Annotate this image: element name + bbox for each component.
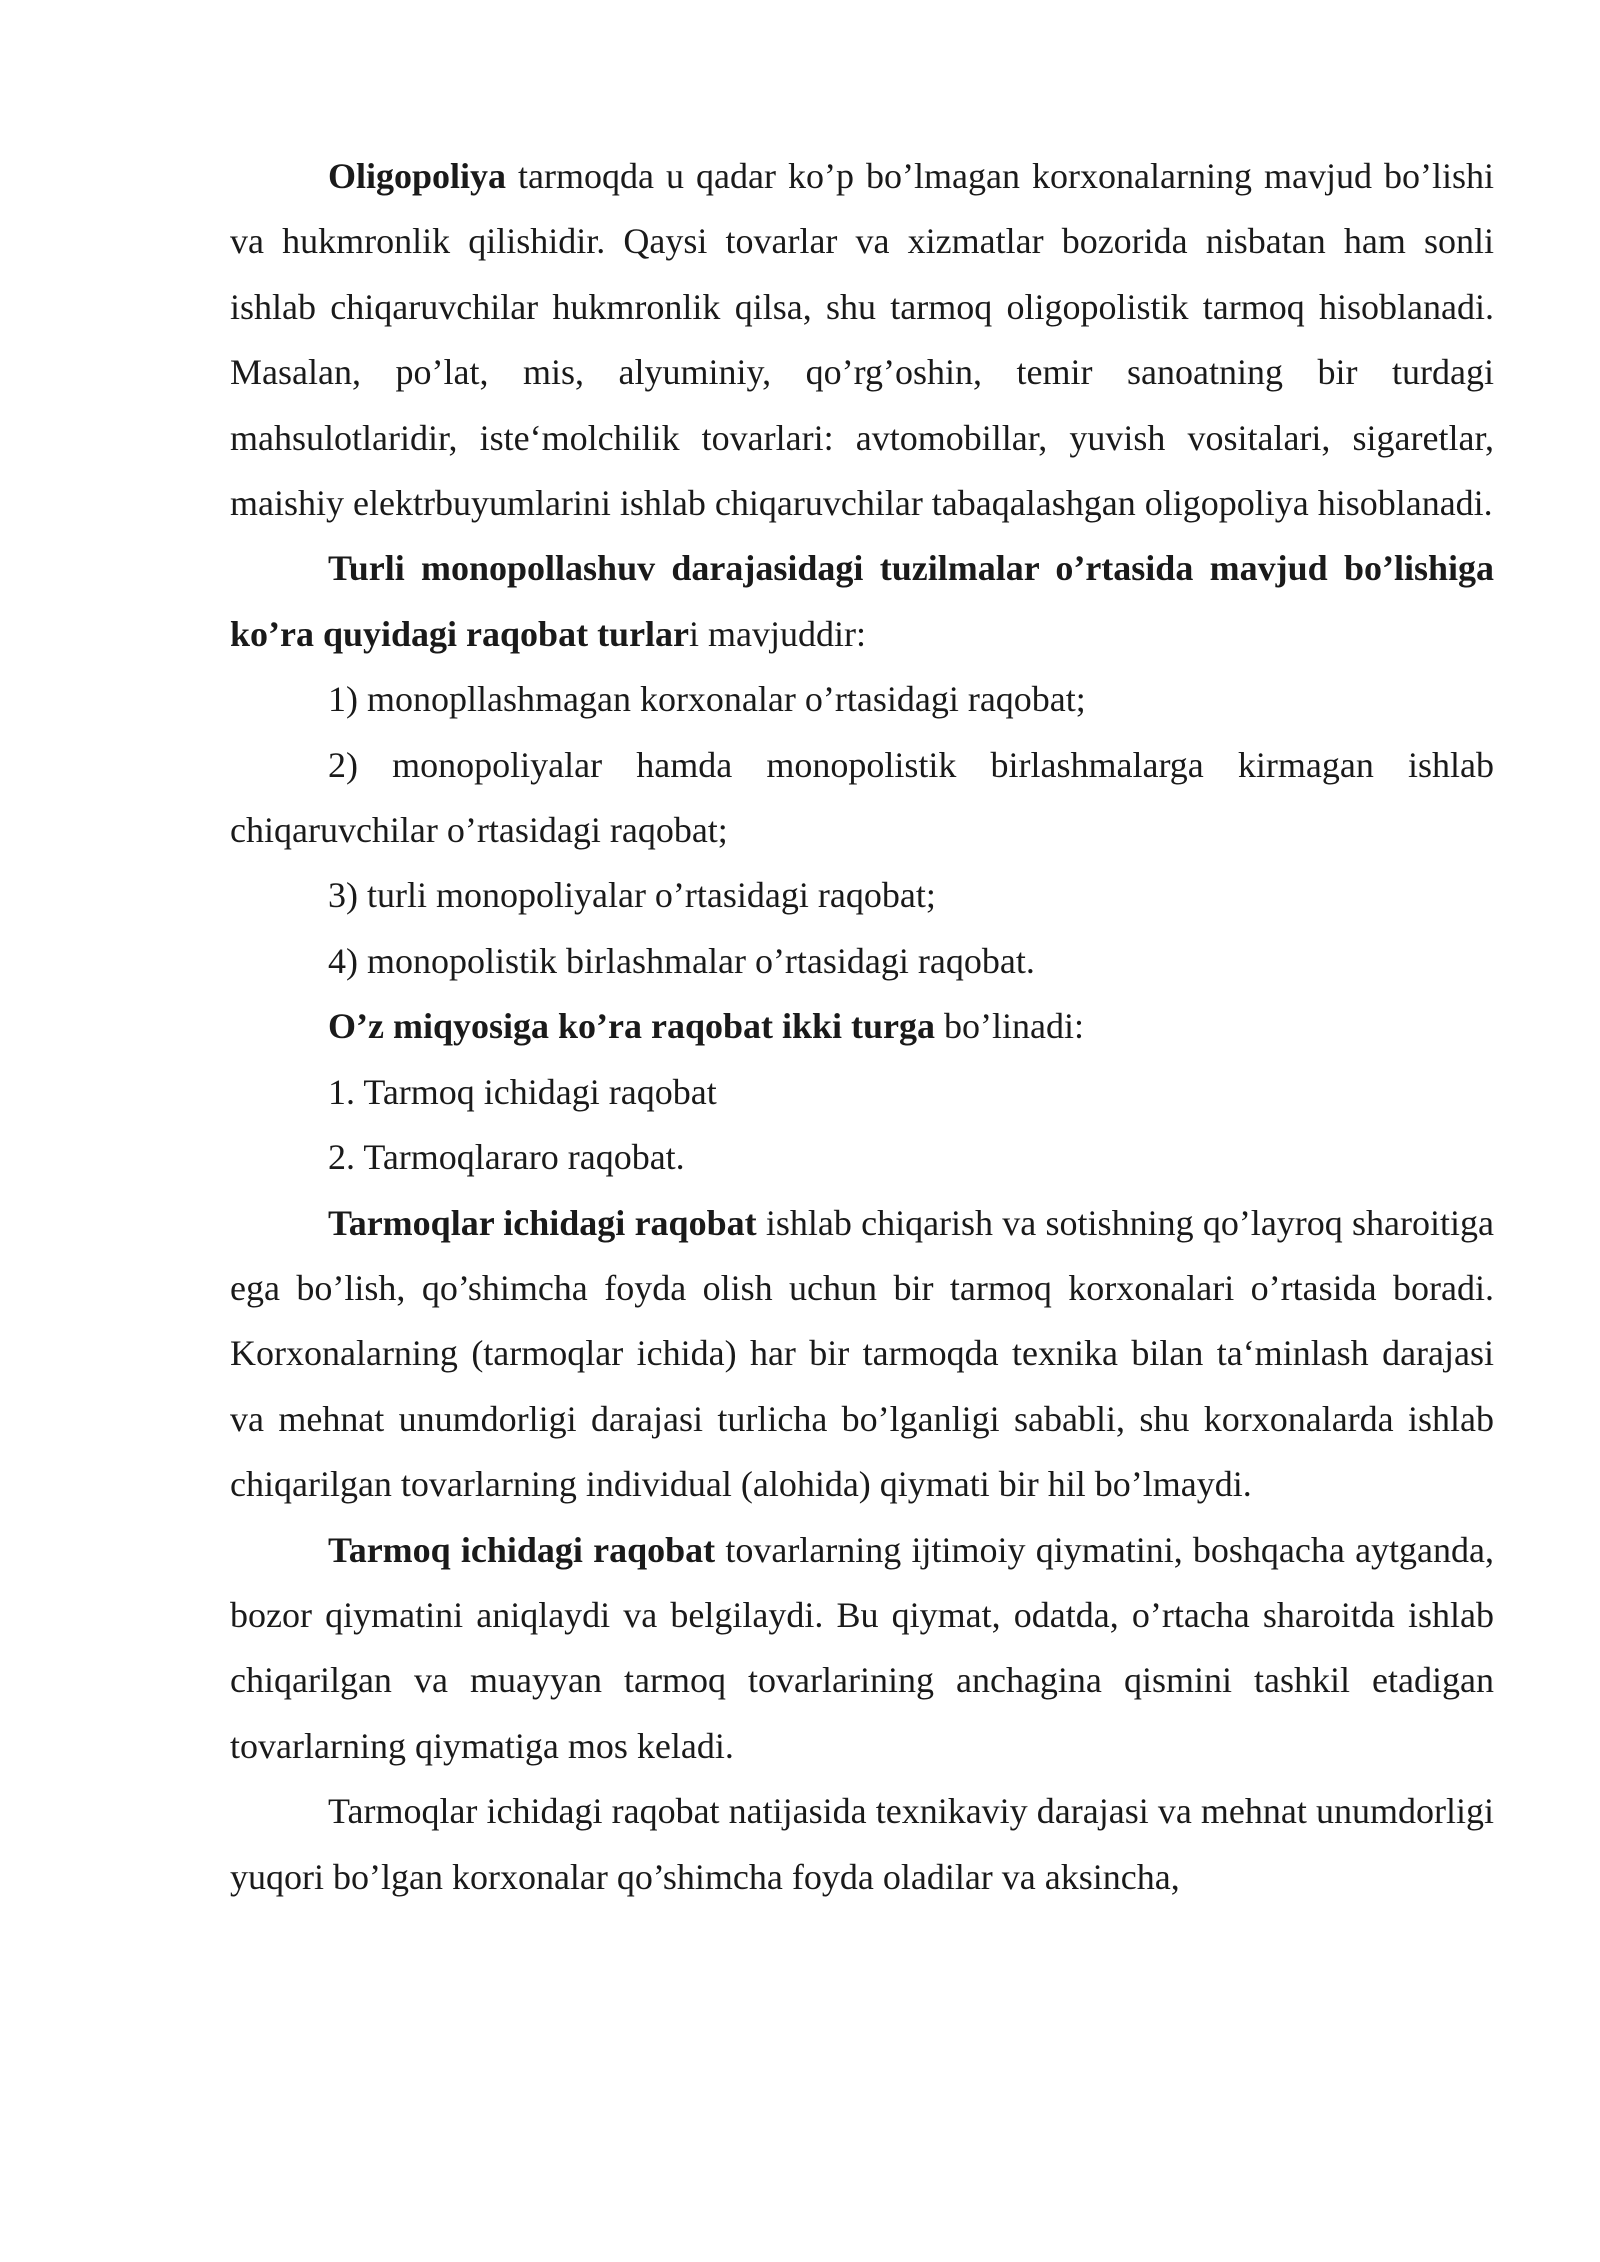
paragraph-text: tovarlarning ijtimoiy qiymatini, boshqacha aytganda, bozor qiymatini aniqlaydi va belgilaydi. Bu qiymat, odatda, o’rtacha sharoitda ishlab chiqarilgan va muayyan tarmoq tovarlarining anchagina qismini tashkil etadigan tovarlarning qiymatiga mos keladi. <box>230 1529 1495 1766</box>
paragraph-text: ishlab chiqarish va sotishning qo’layroq sharoitiga ega bo’lish, qo’shimcha foyda olish uchun bir tarmoq korxonalari o’rtasida boradi. Korxonalarning (tarmoqlar ichida) har bir tarmoqda texnika bilan ta‘minlash darajasi va mehnat unumdorligi darajasi turlicha bo’lganligi sababli, shu korxonalarda ishlab chiqarilgan tovarlarning individual (alohida) qiymati bir hil bo’lmaydi. <box>230 1202 1494 1505</box>
list-item: 1) monopllashmagan korxonalar o’rtasidagi raqobat; <box>328 679 1086 720</box>
paragraph-text: tarmoqda u qadar ko’p bo’lmagan korxonalarning mavjud bo’lishi va hukmronlik qilishidir. Qaysi tovarlar va xizmatlar bozorida nisbatan ham sonli ishlab chiqaruvchilar hukmronlik qilsa, shu tarmoq oligopolistik tarmoq hisoblanadi. Masalan, po’lat, mis, alyuminiy, qo’rg’oshin, temir sanoatning bir turdagi mahsulotlaridir, iste‘molchilik tovarlari: avtomobillar, yuvish vositalari, sigaretlar, maishiy elektrbuyumlarini ishlab chiqaruvchilar tabaqalashgan oligopoliya hisoblanadi. <box>230 156 1494 524</box>
list-item: 2. Tarmoqlararo raqobat. <box>328 1137 685 1178</box>
paragraph-text: bo’linadi: <box>935 1006 1085 1047</box>
heading-competition-types: Turli monopollashuv darajasidagi tuzilmalar o’rtasida mavjud bo’lishiga ko’ra quyidagi raqobat turlar <box>230 548 1494 654</box>
paragraph-scale-types <box>230 994 1494 1059</box>
paragraph-text: i mavjuddir: <box>689 613 867 654</box>
paragraph-oligopoliya <box>230 144 1494 536</box>
term-intra-industry-value: Tarmoq ichidagi raqobat <box>328 1529 716 1570</box>
paragraph-intra-industry-value <box>230 1518 1494 1780</box>
term-oligopoliya: Oligopoliya <box>328 156 507 196</box>
list-item: 1. Tarmoq ichidagi raqobat <box>328 1071 717 1112</box>
document-page <box>230 144 1494 1910</box>
list-item: 3) turli monopoliyalar o’rtasidagi raqobat; <box>328 875 936 916</box>
paragraph-intra-industry <box>230 1191 1494 1518</box>
term-intra-industry: Tarmoqlar ichidagi raqobat <box>328 1202 757 1243</box>
list-item: 4) monopolistik birlashmalar o’rtasidagi raqobat. <box>328 940 1035 981</box>
paragraph-results <box>230 1779 1494 1910</box>
paragraph-competition-types <box>230 536 1494 667</box>
list-item: 2) monopoliyalar hamda monopolistik birlashmalarga kirmagan ishlab chiqaruvchilar o’rtasidagi raqobat; <box>230 744 1494 851</box>
heading-scale-types: O’z miqyosiga ko’ra raqobat ikki turga <box>328 1006 936 1047</box>
paragraph-text: Tarmoqlar ichidagi raqobat natijasida texnikaviy darajasi va mehnat unumdorligi yuqori bo’lgan korxonalar qo’shimcha foyda oladilar va aksincha, <box>230 1791 1494 1897</box>
